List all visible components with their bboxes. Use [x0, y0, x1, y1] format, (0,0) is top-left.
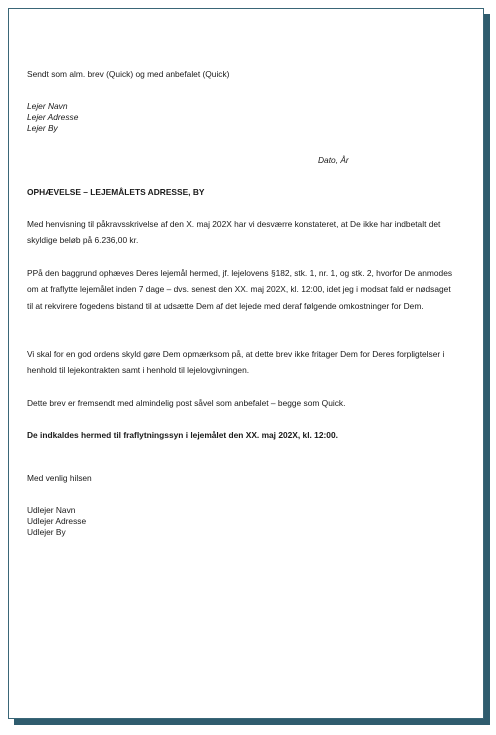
summons: De indkaldes hermed til fraflytningssyn i lejemålet den XX. maj 202X, kl. 12:00.	[27, 430, 338, 440]
recipient-city: Lejer By	[27, 123, 58, 133]
recipient-name: Lejer Navn	[27, 101, 68, 111]
sender-city: Udlejer By	[27, 527, 66, 537]
closing: Med venlig hilsen	[27, 473, 92, 483]
letter-date: Dato, År	[318, 155, 349, 165]
paragraph-1: Med henvisning til påkravsskrivelse af den X. maj 202X har vi desværre konstateret, at De ikke har indbetalt det skyldige beløb på 6.236,00 kr.	[27, 219, 441, 246]
delivery-note: Sendt som alm. brev (Quick) og med anbefalet (Quick)	[27, 69, 230, 79]
paragraph-3: Vi skal for en god ordens skyld gøre Dem opmærksom på, at dette brev ikke fritager Dem for Deres forpligtelser i henhold til lejekontrakten samt i henhold til lejelovgivningen.	[27, 349, 445, 376]
sender-address: Udlejer Adresse	[27, 516, 87, 526]
recipient-address: Lejer Adresse	[27, 112, 79, 122]
letter-subject: OPHÆVELSE – LEJEMÅLETS ADRESSE, BY	[27, 187, 205, 197]
paragraph-2: PPå den baggrund ophæves Deres lejemål hermed, jf. lejelovens §182, stk. 1, nr. 1, og stk. 2, hvorfor De anmodes om at fraflytte lejemålet inden 7 dage – dvs. senest den XX. maj 202X, kl. 12:00, idet jeg i modsat fald er nødsaget til at rekvirere fogedens bistand til at udsætte Dem af det lejede med deraf følgende omkostninger for Dem.	[27, 268, 453, 311]
letter-page	[8, 8, 484, 719]
sender-name: Udlejer Navn	[27, 505, 76, 515]
paragraph-4: Dette brev er fremsendt med almindelig post såvel som anbefalet – begge som Quick.	[27, 398, 346, 408]
